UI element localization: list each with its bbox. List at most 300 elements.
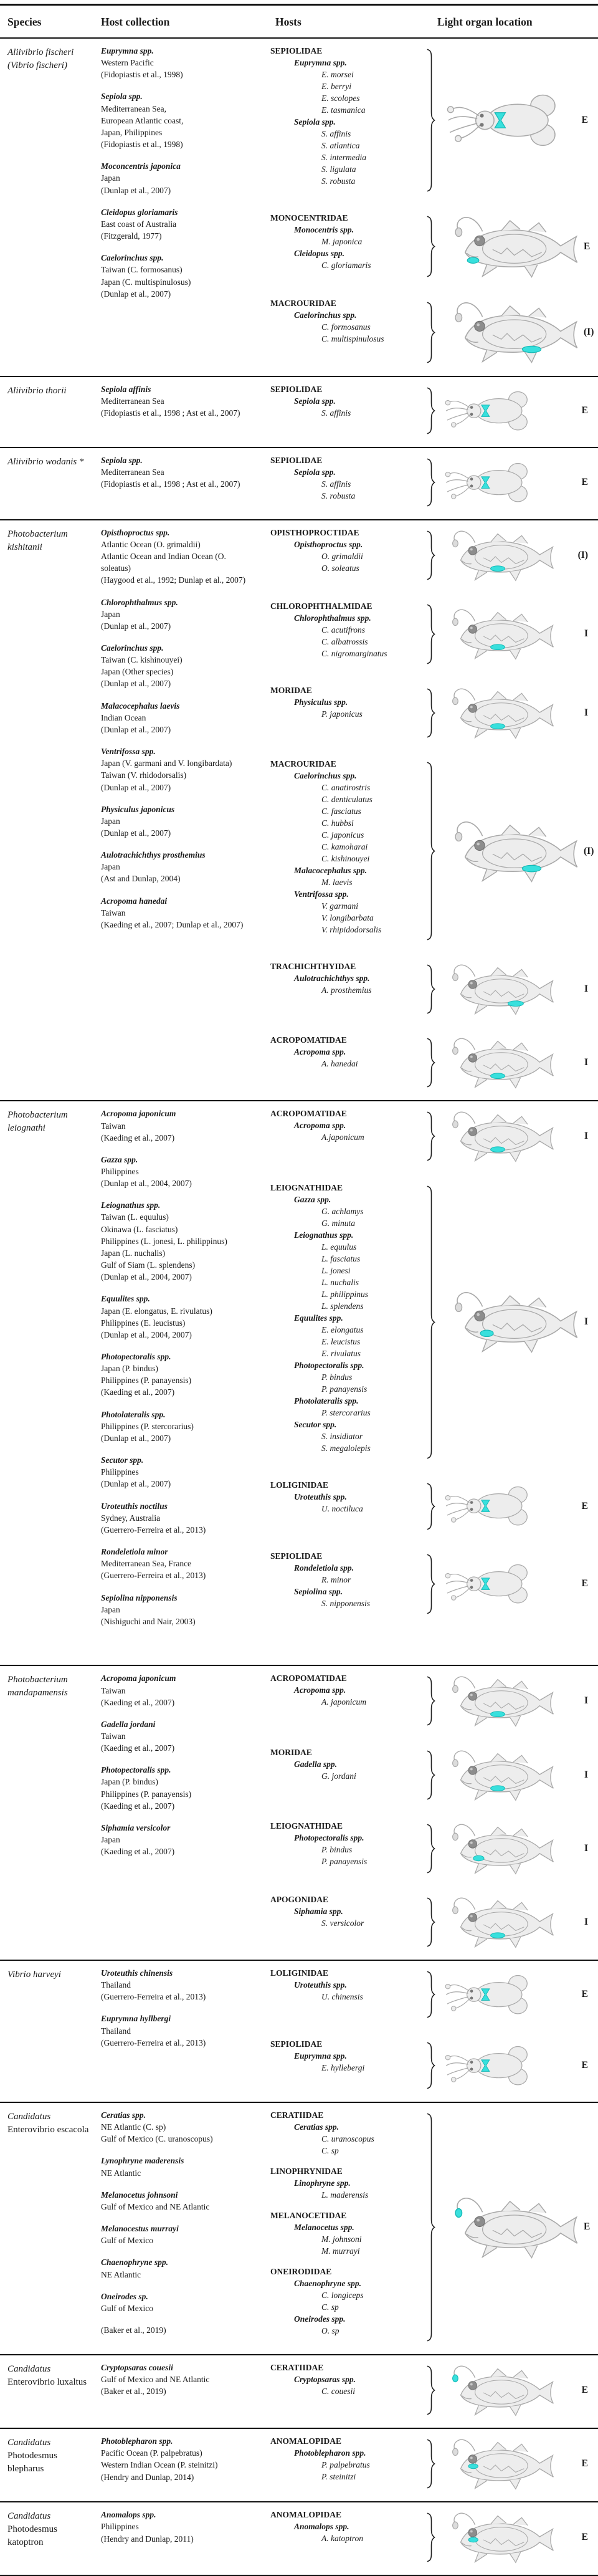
host-species: P. japonicus bbox=[321, 709, 363, 719]
family-name: OPISTHOPROCTIDAE bbox=[270, 527, 359, 537]
collection-title: Euprymna hyllbergi bbox=[101, 2014, 171, 2024]
genus-name: Monocentris spp. bbox=[294, 225, 354, 234]
collection-line: (Kaeding et al., 2007) bbox=[101, 1132, 175, 1142]
organ-location-label: E bbox=[581, 2532, 588, 2543]
collection-line: (Kaeding et al., 2007) bbox=[101, 1847, 175, 1857]
collection-entry bbox=[101, 206, 255, 242]
collection-entry bbox=[101, 1108, 255, 1143]
collection-title: Oneirodes sp. bbox=[101, 2291, 148, 2301]
collection-line: (Fidopiastis et al., 1998 ; Ast et al., 2007) bbox=[101, 408, 240, 418]
family-block bbox=[262, 454, 426, 502]
host-species: C. denticulatus bbox=[321, 795, 373, 805]
host-species: A.japonicum bbox=[321, 1132, 364, 1142]
collection-line: Philippines bbox=[101, 1467, 139, 1477]
host-species: P. bindus bbox=[321, 1372, 353, 1382]
family-block bbox=[262, 212, 426, 271]
organ-location-label: E bbox=[584, 241, 591, 252]
genus-name: Ceratias spp. bbox=[294, 2122, 339, 2132]
collection-line: Philippines (P. panayensis) bbox=[101, 1376, 192, 1386]
hosts-cell bbox=[262, 383, 426, 438]
host-species: O. grimaldii bbox=[321, 551, 363, 561]
section-row bbox=[0, 2355, 598, 2429]
hosts-cell bbox=[262, 1550, 426, 1618]
host-species: S. versicolor bbox=[321, 1918, 364, 1928]
collection-title: Siphamia versicolor bbox=[101, 1822, 171, 1832]
collection-line: (Kaeding et al., 2007) bbox=[101, 1387, 175, 1397]
family-name: LOLIGINIDAE bbox=[270, 1480, 329, 1490]
collection-line: (Fidopiastis et al., 1998) bbox=[101, 140, 183, 150]
collection-entry bbox=[101, 2291, 255, 2314]
fish-illustration bbox=[439, 527, 559, 584]
collection-title: Photolateralis spp. bbox=[101, 1409, 166, 1419]
host-family-group bbox=[262, 2435, 598, 2492]
collection-entry bbox=[101, 1199, 255, 1283]
collection-line: Japan bbox=[101, 862, 120, 872]
collection-line: Indian Ocean bbox=[101, 712, 146, 722]
collection-line: (Guerrero-Ferreira et al., 2013) bbox=[101, 1525, 206, 1535]
species-name-line: Aliivibrio fischeri bbox=[7, 47, 74, 57]
host-species: C. longiceps bbox=[321, 2290, 364, 2300]
fish-illustration bbox=[439, 1287, 584, 1356]
collection-line: (Guerrero-Ferreira et al., 2013) bbox=[101, 1992, 206, 2002]
collection-title: Sepiola affinis bbox=[101, 384, 151, 394]
collection-line: Pacific Ocean (P. palpebratus) bbox=[101, 2448, 202, 2458]
host-species: C. japonicus bbox=[321, 830, 364, 840]
brace-icon bbox=[426, 2512, 435, 2562]
squid-illustration bbox=[439, 1483, 538, 1529]
family-block bbox=[262, 1967, 426, 2003]
collection-line: Taiwan (L. equulus) bbox=[101, 1212, 169, 1222]
collection-line: (Dunlap et al., 2007) bbox=[101, 724, 171, 734]
genus-name: Sepiola spp. bbox=[294, 467, 336, 477]
genus-name: Siphamia spp. bbox=[294, 1906, 343, 1916]
table-header bbox=[0, 4, 598, 39]
host-species: E. leucistus bbox=[321, 1336, 361, 1346]
collection-entry bbox=[101, 2109, 255, 2145]
organ-location-label: I bbox=[584, 1769, 588, 1780]
species-name bbox=[7, 383, 101, 444]
collection-line: Taiwan (C. kishinouyei) bbox=[101, 655, 183, 665]
family-block bbox=[262, 1182, 426, 1454]
family-name: MORIDAE bbox=[270, 1747, 312, 1757]
light-organ-figure bbox=[426, 1550, 598, 1618]
species-name-line: (Vibrio fischeri) bbox=[7, 60, 67, 70]
organ-location-label: I bbox=[584, 707, 588, 718]
host-species: C. kishinouyei bbox=[321, 854, 370, 864]
collection-line: Japan bbox=[101, 816, 120, 826]
hosts-cell bbox=[262, 297, 426, 366]
collection-line: Thailand bbox=[101, 1980, 131, 1990]
hosts-and-figures-cell bbox=[262, 527, 598, 1098]
host-species: S. megalolepis bbox=[321, 1443, 371, 1453]
brace-icon bbox=[426, 1897, 435, 1947]
host-species: L. fasciatus bbox=[321, 1253, 361, 1263]
host-family-group bbox=[262, 212, 598, 281]
host-family-group bbox=[262, 297, 598, 366]
section-row bbox=[0, 1101, 598, 1666]
light-organ-figure bbox=[426, 1182, 598, 1463]
collection-entry bbox=[101, 527, 255, 587]
hosts-and-figures-cell bbox=[262, 1108, 598, 1662]
organ-location-label: E bbox=[581, 2385, 588, 2396]
collection-line: Atlantic Ocean (O. grimaldii) bbox=[101, 539, 201, 549]
light-organ-figure bbox=[426, 454, 598, 510]
species-name bbox=[7, 2435, 101, 2499]
column-header-host-collection: Host collection bbox=[101, 16, 170, 28]
collection-line: Gulf of Mexico bbox=[101, 2303, 153, 2313]
light-organ-figure bbox=[426, 297, 598, 366]
host-species: L. equulus bbox=[321, 1242, 357, 1252]
brace-icon bbox=[426, 1971, 435, 2018]
genus-name: Rondeletiola spp. bbox=[294, 1563, 354, 1573]
brace-icon bbox=[426, 458, 435, 507]
host-species: A. katoptron bbox=[321, 2534, 363, 2544]
hosts-and-figures-cell bbox=[262, 2509, 598, 2572]
hosts-cell bbox=[262, 758, 426, 944]
host-species: E. morsei bbox=[321, 70, 354, 79]
fish-illustration bbox=[439, 605, 559, 663]
collection-entry bbox=[101, 803, 255, 839]
species-name-line: katoptron bbox=[7, 2537, 44, 2548]
fish-illustration bbox=[439, 212, 584, 281]
collection-line: (Hendry and Dunlap, 2011) bbox=[101, 2534, 194, 2544]
organ-location-label: (I) bbox=[577, 549, 588, 560]
host-species: O. soleatus bbox=[321, 563, 359, 573]
hosts-and-figures-cell bbox=[262, 2435, 598, 2499]
host-species: A. japonicum bbox=[321, 1697, 366, 1707]
genus-name: Anomalops spp. bbox=[294, 2522, 349, 2532]
host-species: P. panayensis bbox=[321, 1856, 368, 1866]
species-name-line: Candidatus bbox=[7, 2438, 51, 2448]
collection-line: Japan bbox=[101, 1604, 120, 1614]
collection-entry bbox=[101, 160, 255, 196]
organ-location-label: I bbox=[584, 1842, 588, 1854]
host-species: M. johnsoni bbox=[321, 2234, 362, 2244]
family-name: SEPIOLIDAE bbox=[270, 2039, 323, 2049]
hosts-cell bbox=[262, 212, 426, 281]
collection-line: Mediterranean Sea bbox=[101, 396, 164, 406]
brace-icon bbox=[426, 216, 435, 277]
brace-icon bbox=[426, 1185, 435, 1459]
family-name: CERATIIDAE bbox=[270, 2362, 324, 2372]
light-organ-figure bbox=[426, 2435, 598, 2492]
organ-location-label: I bbox=[584, 1057, 588, 1068]
host-species: V. garmani bbox=[321, 901, 359, 911]
collection-entry bbox=[101, 2256, 255, 2280]
collection-title: Moconcentris japonica bbox=[101, 161, 181, 171]
host-family-group bbox=[262, 758, 598, 944]
collection-title: Gazza spp. bbox=[101, 1154, 138, 1164]
genus-name: Photopectoralis spp. bbox=[294, 1832, 364, 1842]
squid-illustration bbox=[439, 388, 538, 434]
family-name: SEPIOLIDAE bbox=[270, 384, 323, 394]
collection-line: (Kaeding et al., 2007) bbox=[101, 1801, 175, 1811]
brace-icon bbox=[426, 2042, 435, 2089]
family-name: LOLIGINIDAE bbox=[270, 1968, 329, 1978]
collection-title: Chlorophthalmus spp. bbox=[101, 597, 178, 607]
hosts-cell bbox=[262, 1034, 426, 1091]
collection-line: (Dunlap et al., 2007) bbox=[101, 828, 171, 838]
species-name-line: Aliivibrio wodanis * bbox=[7, 456, 84, 467]
brace-icon bbox=[426, 604, 435, 664]
species-name bbox=[7, 1108, 101, 1662]
family-name: LEIOGNATHIDAE bbox=[270, 1182, 343, 1192]
light-organ-figure bbox=[426, 960, 598, 1018]
fish-illustration bbox=[439, 960, 559, 1018]
hosts-and-figures-cell bbox=[262, 2109, 598, 2352]
family-block bbox=[262, 1550, 426, 1609]
host-family-group bbox=[262, 1672, 598, 1730]
collection-line: (Nishiguchi and Nair, 2003) bbox=[101, 1616, 196, 1626]
hosts-cell bbox=[262, 960, 426, 1018]
collection-line: (Dunlap et al., 2007) bbox=[101, 185, 171, 195]
collection-line: (Dunlap et al., 2007) bbox=[101, 1479, 171, 1489]
squid-illustration bbox=[439, 459, 538, 505]
light-organ-figure bbox=[426, 2362, 598, 2419]
collection-line: (Kaeding et al., 2007; Dunlap et al., 2007) bbox=[101, 919, 244, 929]
species-name-line: mandapamensis bbox=[7, 1688, 68, 1698]
family-block bbox=[262, 1746, 426, 1782]
collection-entry bbox=[101, 45, 255, 80]
collection-title: Physiculus japonicus bbox=[101, 804, 175, 814]
collection-line: (Fidopiastis et al., 1998) bbox=[101, 70, 183, 80]
species-name bbox=[7, 2362, 101, 2425]
host-species: E. scolopes bbox=[321, 93, 360, 103]
genus-name: Photoblepharon spp. bbox=[294, 2448, 366, 2458]
hosts-and-figures-cell bbox=[262, 1967, 598, 2099]
collection-line: Gulf of Mexico and NE Atlantic bbox=[101, 2375, 210, 2385]
collection-line: Mediterranean Sea, bbox=[101, 103, 166, 113]
column-header-light-organ-location: Light organ location bbox=[437, 16, 533, 28]
family-block bbox=[262, 600, 426, 659]
host-species: E. berryi bbox=[321, 82, 351, 91]
organ-location-label: E bbox=[581, 115, 588, 125]
brace-icon bbox=[426, 1111, 435, 1161]
host-species: R. minor bbox=[321, 1574, 351, 1584]
collection-line: NE Atlantic bbox=[101, 2269, 141, 2279]
collection-entry bbox=[101, 2155, 255, 2178]
family-block bbox=[262, 1108, 426, 1143]
host-species: S. robusta bbox=[321, 176, 356, 186]
fish-illustration bbox=[439, 1672, 559, 1730]
column-header-species: Species bbox=[7, 16, 42, 28]
light-organ-figure bbox=[426, 2509, 598, 2566]
collection-entry bbox=[101, 1672, 255, 1708]
collection-line: (Dunlap et al., 2007) bbox=[101, 621, 171, 631]
hosts-cell bbox=[262, 1967, 426, 2022]
host-species: G. jordani bbox=[321, 1771, 356, 1781]
host-species: V. rhipidodorsalis bbox=[321, 925, 382, 935]
collection-line: Okinawa (L. fasciatus) bbox=[101, 1224, 178, 1234]
collection-entry bbox=[101, 1822, 255, 1857]
species-name bbox=[7, 2509, 101, 2572]
collection-line: Mediterranean Sea bbox=[101, 467, 164, 477]
family-name: ANOMALOPIDAE bbox=[270, 2436, 341, 2446]
genus-name: Ventrifossa spp. bbox=[294, 889, 349, 899]
collection-line: (Dunlap et al., 2007) bbox=[101, 1433, 171, 1443]
collection-title: Photoblepharon spp. bbox=[101, 2436, 173, 2446]
hosts-cell bbox=[262, 1672, 426, 1730]
host-species: S. ligulata bbox=[321, 165, 356, 174]
light-organ-figure bbox=[426, 684, 598, 742]
collection-line: (Baker et al., 2019) bbox=[101, 2387, 166, 2396]
host-species: S. robusta bbox=[321, 491, 356, 500]
host-family-group bbox=[262, 1479, 598, 1534]
host-species: C. sp bbox=[321, 2302, 339, 2312]
host-collection-cell bbox=[101, 454, 262, 517]
collection-entry bbox=[101, 1546, 255, 1581]
section-row bbox=[0, 520, 598, 1102]
family-name: MELANOCETIDAE bbox=[270, 2210, 347, 2220]
collection-entry bbox=[101, 1967, 255, 2003]
host-species: G. achlamys bbox=[321, 1206, 364, 1216]
hosts-cell bbox=[262, 1182, 426, 1463]
genus-name: Photolateralis spp. bbox=[294, 1396, 359, 1405]
family-name: MACROURIDAE bbox=[270, 299, 336, 309]
genus-name: Uroteuthis spp. bbox=[294, 1491, 347, 1501]
host-species: S. affinis bbox=[321, 129, 351, 138]
collection-title: Sepiolina nipponensis bbox=[101, 1592, 178, 1602]
organ-location-label: I bbox=[584, 1916, 588, 1927]
collection-line: Taiwan (C. formosanus) bbox=[101, 265, 183, 275]
collection-line: Japan bbox=[101, 609, 120, 619]
host-family-group bbox=[262, 45, 598, 196]
collection-title: Opisthoproctus spp. bbox=[101, 527, 170, 537]
light-organ-figure bbox=[426, 45, 598, 196]
collection-title: Uroteuthis noctilus bbox=[101, 1501, 168, 1511]
species-name bbox=[7, 45, 101, 373]
organ-location-label: E bbox=[584, 2221, 591, 2233]
hosts-cell bbox=[262, 454, 426, 510]
host-species: L. philippinus bbox=[321, 1289, 369, 1299]
host-species: S. affinis bbox=[321, 408, 351, 418]
fish-illustration bbox=[439, 1034, 559, 1091]
host-species: P. bindus bbox=[321, 1844, 353, 1854]
fish-illustration bbox=[439, 816, 584, 886]
collection-entry bbox=[101, 1409, 255, 1444]
collection-line: Philippines bbox=[101, 1166, 139, 1176]
collection-title: Euprymna spp. bbox=[101, 46, 154, 55]
species-name-line: Enterovibrio escacola bbox=[7, 2124, 89, 2135]
genus-name: Acropoma spp. bbox=[294, 1047, 346, 1057]
light-organ-figure bbox=[426, 1034, 598, 1091]
host-species: L. nuchalis bbox=[321, 1277, 359, 1287]
host-species: V. longibarbata bbox=[321, 913, 374, 923]
light-organ-figure bbox=[426, 758, 598, 944]
collection-line: East coast of Australia bbox=[101, 219, 177, 229]
host-family-group bbox=[262, 1967, 598, 2022]
species-name-line: Candidatus bbox=[7, 2363, 51, 2374]
light-organ-figure bbox=[426, 1479, 598, 1534]
section-row bbox=[0, 2502, 598, 2576]
host-species: M. laevis bbox=[321, 878, 353, 888]
collection-line: Philippines (P. panayensis) bbox=[101, 1789, 192, 1799]
family-name: ACROPOMATIDAE bbox=[270, 1109, 347, 1119]
host-species: S. insidiator bbox=[321, 1431, 363, 1441]
collection-line: (Kaeding et al., 2007) bbox=[101, 1697, 175, 1707]
collection-title: Rondeletiola minor bbox=[101, 1547, 168, 1557]
host-species: P. stercorarius bbox=[321, 1407, 371, 1417]
collection-entry bbox=[101, 1592, 255, 1627]
family-block bbox=[262, 45, 426, 187]
host-family-group bbox=[262, 1108, 598, 1165]
host-species: S. nipponensis bbox=[321, 1598, 371, 1608]
hosts-and-figures-cell bbox=[262, 1672, 598, 1957]
fish-illustration bbox=[439, 2435, 559, 2492]
genus-name: Physiculus spp. bbox=[294, 697, 348, 707]
squid-illustration bbox=[439, 1561, 538, 1607]
hosts-cell bbox=[262, 1479, 426, 1534]
collection-line: Japan (Other species) bbox=[101, 667, 174, 677]
family-block bbox=[262, 1894, 426, 1929]
hosts-cell bbox=[262, 2038, 426, 2093]
host-family-group bbox=[262, 1894, 598, 1951]
collection-line: Gulf of Siam (L. splendens) bbox=[101, 1260, 196, 1270]
family-name: MACROURIDAE bbox=[270, 759, 336, 769]
hosts-and-figures-cell bbox=[262, 2362, 598, 2425]
family-name: APOGONIDAE bbox=[270, 1894, 329, 1904]
species-name-line: Candidatus bbox=[7, 2111, 51, 2122]
collection-line: Sydney, Australia bbox=[101, 1513, 161, 1523]
organ-location-label: E bbox=[581, 405, 588, 416]
brace-icon bbox=[426, 1750, 435, 1800]
collection-line: (Hendry and Dunlap, 2014) bbox=[101, 2472, 194, 2482]
light-organ-figure bbox=[426, 2038, 598, 2093]
collection-line: (Guerrero-Ferreira et al., 2013) bbox=[101, 1571, 206, 1581]
collection-entry bbox=[101, 745, 255, 793]
host-species: C. kamoharai bbox=[321, 842, 368, 852]
species-name bbox=[7, 454, 101, 517]
host-family-group bbox=[262, 684, 598, 742]
host-species: L. maderensis bbox=[321, 2190, 369, 2200]
collection-title: Acropoma hanedai bbox=[101, 896, 168, 906]
genus-name: Leiognathus spp. bbox=[294, 1230, 354, 1240]
species-name bbox=[7, 2109, 101, 2352]
collection-title: Aulotrachichthys prosthemius bbox=[101, 850, 206, 860]
brace-icon bbox=[426, 1676, 435, 1726]
host-species: P. panayensis bbox=[321, 1384, 368, 1394]
family-block bbox=[262, 960, 426, 996]
collection-line: (Baker et al., 2019) bbox=[101, 2325, 166, 2335]
light-organ-figure bbox=[426, 212, 598, 281]
collection-entry bbox=[101, 2362, 255, 2397]
section-row bbox=[0, 39, 598, 377]
host-species: C. couesii bbox=[321, 2386, 355, 2396]
organ-location-label: I bbox=[584, 628, 588, 639]
light-organ-figure bbox=[426, 1820, 598, 1877]
genus-name: Cleidopus spp. bbox=[294, 249, 345, 258]
fish-illustration bbox=[439, 1108, 559, 1165]
light-organ-figure bbox=[426, 1967, 598, 2022]
organ-location-label: E bbox=[581, 476, 588, 487]
host-family-group bbox=[262, 2109, 598, 2345]
collection-title: Acropoma japonicum bbox=[101, 1673, 176, 1683]
collection-entry bbox=[101, 2509, 255, 2544]
collection-title: Equulites spp. bbox=[101, 1294, 150, 1304]
host-species: A. hanedai bbox=[321, 1059, 358, 1069]
host-species: C. fasciatus bbox=[321, 807, 361, 816]
organ-location-label: E bbox=[581, 1500, 588, 1511]
hosts-cell bbox=[262, 684, 426, 742]
collection-line: (Fidopiastis et al., 1998 ; Ast et al., 2007) bbox=[101, 479, 240, 489]
family-name: CHLOROPHTHALMIDAE bbox=[270, 601, 373, 611]
collection-line: Mediterranean Sea, France bbox=[101, 1559, 192, 1569]
host-species: C. nigromarginatus bbox=[321, 648, 387, 658]
light-organ-figure bbox=[426, 527, 598, 584]
genus-name: Cryptopsaras spp. bbox=[294, 2374, 356, 2384]
organ-location-label: E bbox=[581, 2458, 588, 2469]
species-name-line: Photobacterium bbox=[7, 1675, 68, 1685]
